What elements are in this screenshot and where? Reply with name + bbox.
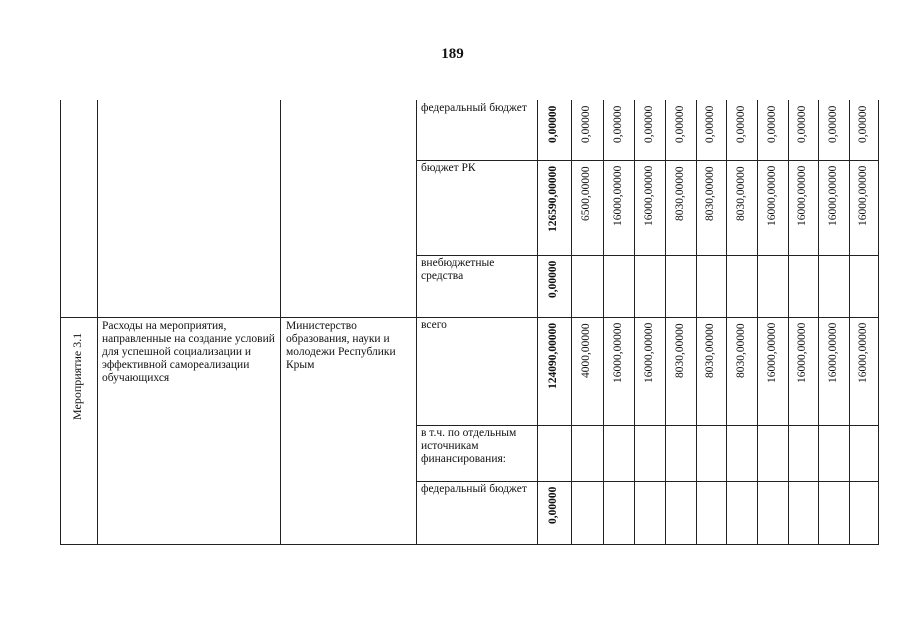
year-value: 0,00000 xyxy=(642,105,655,143)
year-value: 16000,00000 xyxy=(796,322,808,383)
table-row-line xyxy=(416,425,879,426)
year-value: 16000,00000 xyxy=(826,322,839,383)
table-row-line xyxy=(416,160,879,161)
table-col-line xyxy=(537,100,538,544)
table-col-line xyxy=(603,100,604,544)
year-value: 6500,00000 xyxy=(580,166,592,221)
table-col-line xyxy=(818,100,819,544)
table-col-line xyxy=(571,100,572,544)
financing-table xyxy=(60,100,878,544)
table-row-line xyxy=(60,317,879,318)
year-value: 16000,00000 xyxy=(826,165,839,226)
year-value: 16000,00000 xyxy=(856,165,869,226)
year-value: 16000,00000 xyxy=(611,322,624,383)
source-label: в т.ч. по отдельным источникам финансирования: xyxy=(421,427,517,465)
year-value: 4000,00000 xyxy=(580,323,592,378)
table-col-line xyxy=(634,100,635,544)
year-value: 0,00000 xyxy=(796,105,808,143)
year-value: 0,00000 xyxy=(673,105,686,143)
total-value: 0,00000 xyxy=(547,260,559,298)
year-value: 0,00000 xyxy=(765,105,778,143)
total-value: 126590,00000 xyxy=(547,165,559,232)
source-label: всего xyxy=(421,319,447,331)
event-label: Мероприятие 3.1 xyxy=(70,332,84,420)
table-col-line xyxy=(849,100,850,544)
year-value: 8030,00000 xyxy=(673,323,686,378)
year-value: 8030,00000 xyxy=(704,166,716,221)
year-value: 0,00000 xyxy=(856,105,869,143)
table-col-line xyxy=(416,100,417,544)
event-description: Расходы на мероприятия, направленные на создание условий для успешной социализации и эффективной самореализации обучающихся xyxy=(102,320,275,384)
year-value: 8030,00000 xyxy=(673,166,686,221)
year-value: 16000,00000 xyxy=(611,165,624,226)
year-value: 16000,00000 xyxy=(765,165,778,226)
table-col-line xyxy=(60,100,61,544)
table-row-line xyxy=(416,255,879,256)
table-col-line xyxy=(788,100,789,544)
year-value: 0,00000 xyxy=(704,105,716,143)
page-number: 189 xyxy=(441,46,464,62)
source-label: внебюджетные средства xyxy=(421,257,495,282)
year-value: 0,00000 xyxy=(734,105,747,143)
source-label: бюджет РК xyxy=(421,162,476,174)
table-col-line xyxy=(665,100,666,544)
total-value: 0,00000 xyxy=(547,105,559,143)
table-row-line xyxy=(416,481,879,482)
total-value: 124090,00000 xyxy=(547,322,559,389)
year-value: 8030,00000 xyxy=(704,323,716,378)
year-value: 16000,00000 xyxy=(642,165,655,226)
source-label: федеральный бюджет xyxy=(421,483,527,495)
total-value: 0,00000 xyxy=(547,486,559,524)
year-value: 8030,00000 xyxy=(734,323,747,378)
table-col-line xyxy=(878,100,879,544)
year-value: 0,00000 xyxy=(580,105,592,143)
year-value: 16000,00000 xyxy=(765,322,778,383)
table-col-line xyxy=(696,100,697,544)
year-value: 8030,00000 xyxy=(734,166,747,221)
table-row-line xyxy=(60,544,879,545)
table-col-line xyxy=(757,100,758,544)
table-col-line xyxy=(280,100,281,544)
year-value: 0,00000 xyxy=(826,105,839,143)
year-value: 16000,00000 xyxy=(642,322,655,383)
year-value: 16000,00000 xyxy=(796,165,808,226)
source-label: федеральный бюджет xyxy=(421,102,527,114)
year-value: 16000,00000 xyxy=(856,322,869,383)
event-executor: Министерство образования, науки и молодежи Республики Крым xyxy=(286,320,396,371)
table-col-line xyxy=(97,100,98,544)
table-col-line xyxy=(726,100,727,544)
year-value: 0,00000 xyxy=(611,105,624,143)
